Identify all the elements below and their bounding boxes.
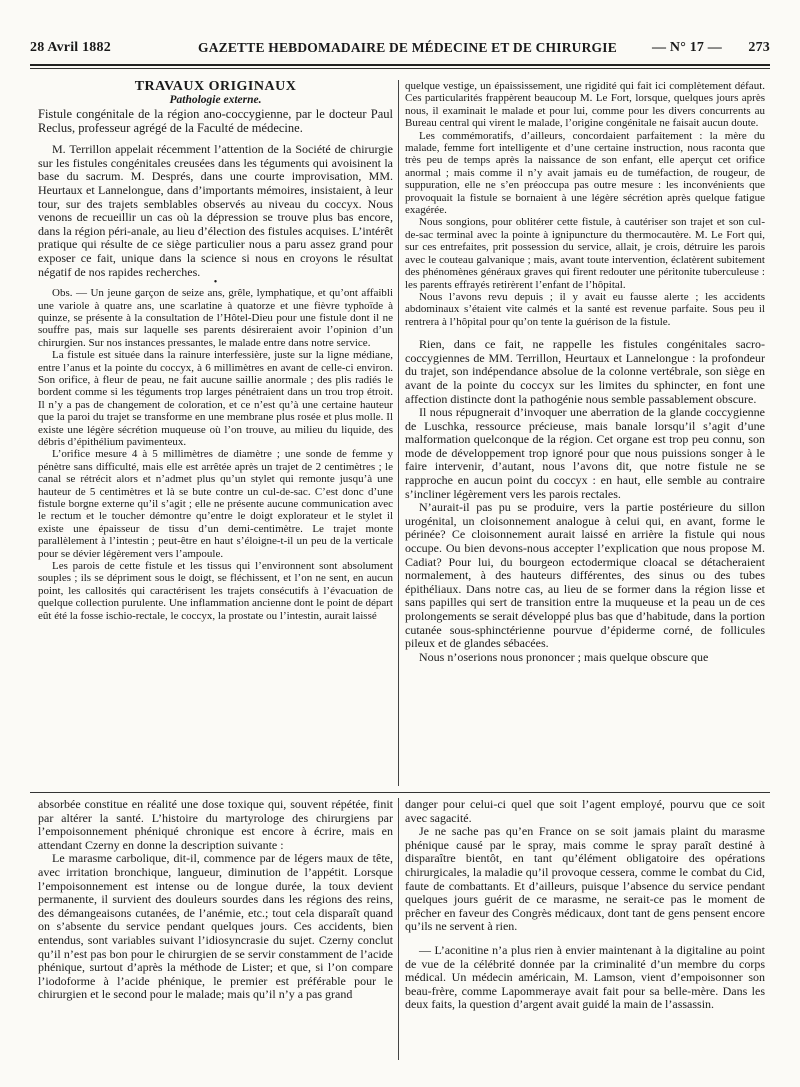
right-column <box>405 80 765 786</box>
issue-date: 28 Avril 1882 <box>30 40 111 55</box>
paragraph: Le marasme carbolique, dit-il, commence par de légers maux de tête, avec irritation bronchique, langueur, diminution de l’appétit. Lorsque l’empoisonnement est intense ou de longue durée, la toux devient permanente, il survient des douleurs sourdes dans les régions des reins, des démangeaisons cutanées, de l’anémie, etc.; tout cela disparaît quand on s’absente du service pendant quelques jours. Ces accidents, bien entendus, sont variables suivant l’idiosyncrasie du sujet. Czerny conclut qu’il n’est pas bon pour le chirurgien de se servir constamment de l’acide phénique, surtout d’après la méthode de Lister; et que, si l’on compare l’iodoforme à l’acide phénique, le premier est préférable pour le chirurgien et le second pour le malade; mais qu’il n’y a pas grand <box>38 851 393 1002</box>
page-header <box>30 40 770 62</box>
observation-paragraph: Obs. — Un jeune garçon de seize ans, grêle, lymphatique, et qu’ont affaibli une variole à quatre ans, une scarlatine à quatorze et une fièvre typhoïde à quinze, se présente à la consultation de l’Hôtel-Dieu pour une fistule dont il ne souffre pas, mais sur laquelle ses parents désireraient avoir l’opinion d’un chirurgien. Sur nos instances pressantes, le malade entre dans notre service. <box>38 287 393 349</box>
paragraph: quelque vestige, un épaississement, une rigidité qui fait ici complètement défaut. Ces particularités frappèrent beaucoup M. Le Fort, lorsque, quelques jours après nous, il examinait le malade et pour lui, comme pour les divers concurrents au Bureau central qui virent le malade, l’origine congénitale ne faisait aucun doute. <box>405 80 765 130</box>
paragraph: La fistule est située dans la rainure interfessière, juste sur la ligne médiane, entre l’anus et la pointe du coccyx, à 6 millimètres en avant de celle-ci environ. Son orifice, à fleur de peau, ne fait aucune saillie anormale ; des plis radiés le bordent comme si les téguments trop larges pénétraient dans un trou trop étroit. Il n’y a pas de changement de coloration, et ce n’est qu’à une certaine hauteur que la paroi du trajet se transforme en une membrane plus rosée et plus molle. Il existe une légère sécrétion muqueuse où l’on trouve, au milieu du liquide, des débris d’épithélium pavimenteux. <box>38 349 393 448</box>
paragraph: N’aurait-il pas pu se produire, vers la partie postérieure du sillon urogénital, un cloisonnement analogue à celui qui, en avant, forme le périnée? Ce cloisonnement aurait laissé en arrière la fistule qui nous occupe. Ou bien devons-nous accepter l’explication que nous propose M. Cadiat? Pour lui, du bourgeon ectodermique cloacal se détacheraient normalement, à des hauteurs différentes, des sinus ou des tubes épithéliaux. Dans notre cas, au lieu de se former dans la région lisse et sans papilles qui sert de transition entre la muqueuse et la peau un de ces prolongements se serait développé plus bas que d’habitude, dans la portion cutanée sous-sphinctérienne pourvue d’épiderme corné, de follicules pileux et de glandes sébacées. <box>405 500 765 651</box>
separator-bullet: • <box>213 277 218 289</box>
header-rule <box>30 64 770 66</box>
paragraph: absorbée constitue en réalité une dose toxique qui, souvent répétée, finit par altérer la santé. L’histoire du martyrologe des chirurgiens par l’empoisonnement phéniqué chronique est encore à écrire, mais en attendant Czerny en donne la description suivante : <box>38 798 393 852</box>
paragraph: Rien, dans ce fait, ne rappelle les fistules congénitales sacro-coccygiennes de MM. Terrillon, Heurtaux et Lannelongue : la profondeur du trajet, son indépendance absolue de la colonne vertébrale, son siège en avant de la pointe du coccyx sur les limites du sphincter, en font une affection distincte dont la pathogénie nous semble passablement obscure. <box>405 337 765 406</box>
paragraph: Nous l’avons revu depuis ; il y avait eu fausse alerte ; les accidents abdominaux s’étaient vite calmés et la santé est revenue parfaite. Sous peu il rentrera à l’hôpital pour qu’on tente la guérison de la fistule. <box>405 290 765 328</box>
section-subtitle: Pathologie externe. <box>169 93 262 106</box>
paragraph: Je ne sache pas qu’en France on se soit jamais plaint du marasme phénique causé par le spray, mais comme le spray paraît destiné à disparaître bientôt, en tant qu’élément obligatoire des opérations chirurgicales, la maladie qu’il provoque cessera, comme le combat du Cid, faute de combattants. Et d’ailleurs, puisque l’absence du service pendant quelques jours guérit de ce marasme, ne serait-ce pas le moment de prêcher en faveur des Congrès médicaux, dont tant de gens pensent encore qu’ils ne servent à rien. <box>405 824 765 934</box>
paragraph: Nous songions, pour oblitérer cette fistule, à cautériser son trajet et son cul-de-sac terminal avec la pointe à ignipuncture du thermocautère. M. Le Fort qui, sur ces entrefaites, prit possession du service, allait, je crois, détruire les parois avec le couteau galvanique ; mais, avant toute intervention, éclatèrent subitement des phénomènes généraux graves qui firent redouter une péritonite tuberculeuse : les parents effrayés retirèrent l’enfant de l’hôpital. <box>405 216 765 291</box>
paragraph: danger pour celui-ci quel que soit l’agent employé, pourvu que ce soit avec sagacité. <box>405 798 765 825</box>
paragraph: Les commémoratifs, d’ailleurs, concordaient parfaitement : la mère du malade, femme fort intelligente et d’une certaine instruction, nous raconta que très peu de temps après la naissance de son enfant, elle aperçut cet orifice anormal ; mais comme il n’y avait jamais eu de tuméfaction, de rougeur, de suppuration, elle ne s’en préoccupa pas outre mesure : les inconvénients que provoquait la fistule se bornaient à une légère sécrétion après quelque fatigue exagérée. <box>405 129 765 217</box>
bottom-right-column <box>405 798 765 1060</box>
paragraph: M. Terrillon appelait récemment l’attention de la Société de chirurgie sur les fistules congénitales creusées dans les téguments qui avoisinent la base du sacrum. M. Després, dans une courte improvisation, MM. Heurtaux et Lannelongue, dans d’importants mémoires, insistaient, à leur tour, sur des trajets semblables observés au niveau du coccyx. Nous venons de recueillir un cas où la dépression se trouve plus bas encore, dans la région péri-anale, au lieu d’élection des fistules acquises. L’intérêt pratique qui résulte de ce siège particulier nous a paru assez grand pour exposer ce fait, unique dans la science si nous en croyons le résultat négatif de nos rapides recherches. <box>38 142 393 279</box>
section-rule <box>30 792 770 793</box>
column-divider <box>398 80 399 786</box>
header-rule-thin <box>30 68 770 69</box>
journal-title: GAZETTE HEBDOMADAIRE DE MÉDECINE ET DE CHIRURGIE <box>198 40 617 55</box>
bottom-left-column <box>38 798 393 1060</box>
paragraph: Il nous répugnerait d’invoquer une aberration de la glande coccygienne de Luschka, ressource précieuse, mais banale lorsqu’il s’agit d’une malformation quelconque de la région. Cet organe est trop peu connu, son mode de développement trop ignoré pour que nous puissions songer à le faire intervenir, d’autant, nous l’avons dit, que notre fistule ne se rapproche en aucun point du coccyx : en haut, elle semble au contraire s’incliner légèrement vers les parois rectales. <box>405 405 765 501</box>
paragraph: L’orifice mesure 4 à 5 millimètres de diamètre ; une sonde de femme y pénètre sans difficulté, mais elle est arrêtée après un trajet de 2 centimètres ; le canal se rétrécit alors et n’admet plus qu’un stylet qui remonte jusqu’à une hauteur de 5 centimètres et là se bute contre un cul-de-sac. C’est donc d’une fistule borgne externe qu’il s’agit ; elle ne présente aucune communication avec le rectum et le toucher démontre qu’entre le doigt explorateur et le stylet il existe une épaisseur de tissu d’un demi-centimètre. Le trajet monte parallèlement à l’intestin ; peut-être en haut s’éloigne-t-il un peu de la verticale pour se dévier légèrement vers l’ampoule. <box>38 448 393 560</box>
left-column <box>38 80 393 786</box>
paragraph: Les parois de cette fistule et les tissus qui l’environnent sont absolument souples ; ils se dépriment sous le doigt, se fléchissent, et l’on ne sent, en aucun point, les callosités qui caractérisent les trajets consécutifs à l’évacuation de quelque collection purulente. Une inflammation ancienne dont le point de départ eût été la fosse ischio-rectale, le coccyx, la prostate ou l’intestin, aurait laissé <box>38 560 393 622</box>
paragraph: Nous n’oserions nous prononcer ; mais quelque obscure que <box>419 649 709 664</box>
paragraph: — L’aconitine n’a plus rien à envier maintenant à la digitaline au point de vue de la célébrité donnée par la criminalité d’un membre du corps médical. Un médecin américain, M. Lamson, vient d’empoisonner son beau-frère, comme Lapommeraye avait fait pour sa belle-mère. Dans les deux faits, la question d’argent avait guidé la main de l’assassin. <box>405 942 765 1012</box>
issue-number: — N° 17 — <box>652 40 723 55</box>
section-title: TRAVAUX ORIGINAUX <box>134 80 297 94</box>
page-number: 273 <box>748 40 770 55</box>
column-divider <box>398 798 399 1060</box>
article-title: Fistule congénitale de la région ano-coccygienne, par le docteur Paul Reclus, professeur agrégé de la Faculté de médecine. <box>38 107 393 136</box>
